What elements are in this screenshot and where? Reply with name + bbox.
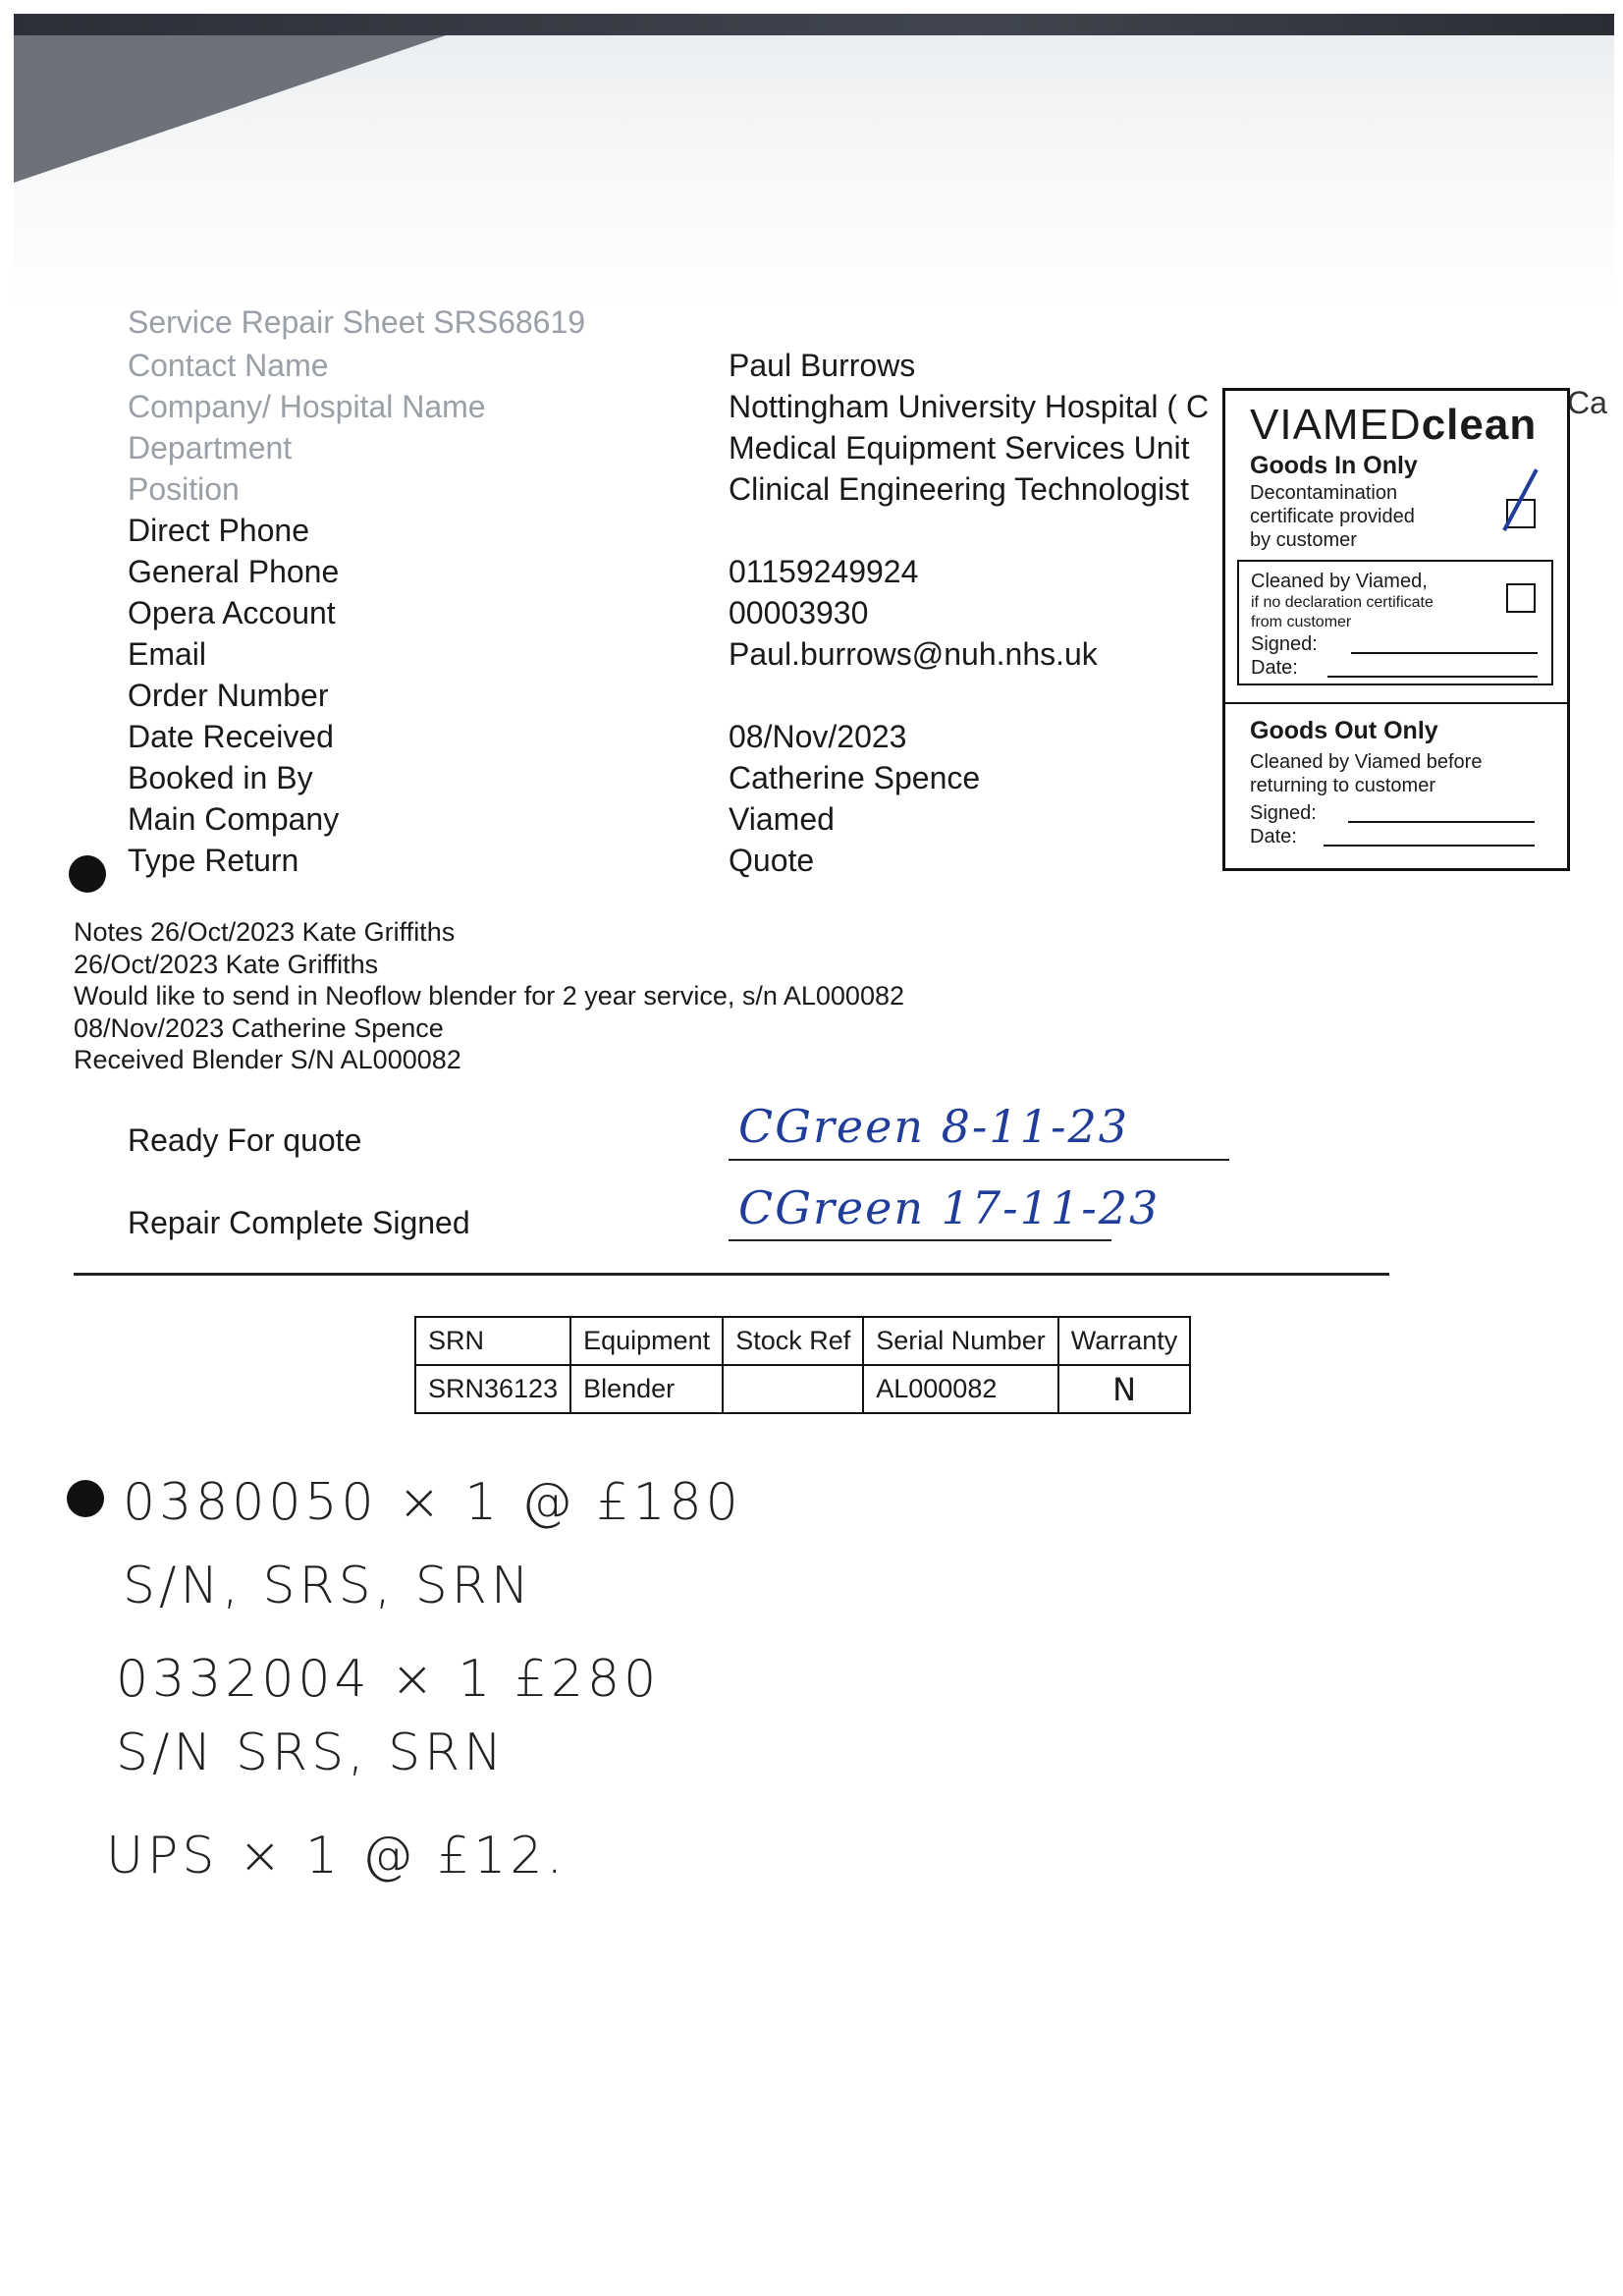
field-value-contact-name: Paul Burrows — [729, 348, 916, 383]
punch-hole-bottom — [67, 1480, 104, 1517]
goods-out-date-line — [1324, 845, 1535, 847]
cell-warranty: N — [1058, 1365, 1191, 1413]
field-value-general-phone: 01159249924 — [729, 554, 919, 589]
section-divider — [74, 1273, 1389, 1276]
field-label-general-phone: General Phone — [128, 554, 340, 589]
goods-out-signed-label: Signed: — [1250, 802, 1317, 824]
scan-edge-bar — [14, 14, 1614, 35]
field-label-email: Email — [128, 636, 207, 672]
field-label-position: Position — [128, 471, 240, 507]
goods-in-line-1: Decontamination — [1250, 482, 1398, 504]
field-label-opera-account: Opera Account — [128, 595, 336, 630]
handwritten-item: 0332004 × 1 £280 — [116, 1650, 661, 1709]
field-label-type-return: Type Return — [128, 843, 299, 878]
goods-out-title: Goods Out Only — [1250, 717, 1438, 744]
cell-serial-number: AL000082 — [863, 1365, 1058, 1413]
handwritten-item: S/N, SRS, SRN — [123, 1557, 533, 1615]
notes-line: Received Blender S/N AL000082 — [74, 1045, 461, 1074]
notes-line: Notes 26/Oct/2023 Kate Griffiths — [74, 917, 456, 947]
goods-out-signed-line — [1348, 821, 1535, 823]
notes-line: 08/Nov/2023 Catherine Spence — [74, 1012, 444, 1043]
cleaned-signed-label: Signed: — [1251, 633, 1318, 655]
cell-equipment: Blender — [570, 1365, 723, 1413]
field-value-email: Paul.burrows@nuh.nhs.uk — [729, 636, 1098, 672]
field-label-company: Company/ Hospital Name — [128, 389, 486, 424]
goods-in-line-3: by customer — [1250, 529, 1357, 551]
field-label-contact-name: Contact Name — [128, 348, 329, 383]
field-label-department: Department — [128, 430, 293, 465]
cut-off-text: Ca — [1567, 385, 1607, 420]
column-header-stock-ref: Stock Ref — [723, 1317, 863, 1365]
cleaned-signed-line — [1351, 652, 1538, 654]
viamed-clean-logo — [1250, 401, 1537, 450]
field-label-direct-phone: Direct Phone — [128, 513, 309, 548]
ready-signature: CGreen 8-11-23 — [738, 1100, 1130, 1153]
goods-out-line-1: Cleaned by Viamed before — [1250, 751, 1483, 773]
punch-hole-top — [69, 855, 106, 893]
cleaned-date-label: Date: — [1251, 657, 1298, 679]
field-value-type-return: Quote — [729, 843, 815, 878]
field-value-main-company: Viamed — [729, 801, 835, 837]
field-value-position: Clinical Engineering Technologist — [729, 471, 1190, 507]
notes-block — [74, 916, 904, 1076]
cleaned-small-1: if no declaration certificate — [1251, 594, 1434, 611]
cleaned-date-line — [1327, 676, 1538, 678]
goods-out-line-2: returning to customer — [1250, 775, 1435, 796]
notes-line: Would like to send in Neoflow blender for 2 year service, s/n AL000082 — [74, 981, 904, 1011]
goods-in-title: Goods In Only — [1250, 452, 1418, 479]
table-row — [415, 1365, 1190, 1413]
handwritten-item: 0380050 × 1 @ £180 — [123, 1473, 742, 1532]
column-header-srn: SRN — [415, 1317, 570, 1365]
repair-signature-line — [729, 1239, 1111, 1241]
brand-viamed: VIAMED — [1250, 401, 1422, 449]
cleaned-small-2: from customer — [1251, 614, 1352, 630]
field-value-booked-in-by: Catherine Spence — [729, 760, 981, 795]
repair-signature: CGreen 17-11-23 — [738, 1181, 1161, 1234]
box-divider — [1225, 702, 1567, 704]
column-header-warranty: Warranty — [1058, 1317, 1191, 1365]
field-label-main-company: Main Company — [128, 801, 340, 837]
field-label-order-number: Order Number — [128, 678, 329, 713]
column-header-equipment: Equipment — [570, 1317, 723, 1365]
handwritten-item: S/N SRS, SRN — [116, 1723, 507, 1782]
ready-for-quote-label: Ready For quote — [128, 1122, 362, 1158]
repair-complete-label: Repair Complete Signed — [128, 1205, 470, 1240]
cell-stock-ref — [723, 1365, 863, 1413]
field-value-company: Nottingham University Hospital ( C — [729, 389, 1210, 424]
goods-in-line-2: certificate provided — [1250, 506, 1415, 527]
equipment-table — [414, 1316, 1191, 1414]
field-value-opera-account: 00003930 — [729, 595, 869, 630]
cleaned-checkbox[interactable] — [1506, 583, 1536, 613]
column-header-serial-number: Serial Number — [863, 1317, 1058, 1365]
goods-out-date-label: Date: — [1250, 826, 1297, 847]
handwritten-item: UPS × 1 @ £12. — [106, 1827, 567, 1886]
sheet-title: Service Repair Sheet SRS68619 — [128, 304, 586, 340]
field-label-booked-in-by: Booked in By — [128, 760, 313, 795]
cell-srn: SRN36123 — [415, 1365, 570, 1413]
viamed-clean-box — [1222, 388, 1570, 871]
cleaned-by-viamed-section — [1237, 560, 1553, 685]
scan-fold-shadow — [14, 35, 446, 183]
field-value-department: Medical Equipment Services Unit — [729, 430, 1190, 465]
cleaned-title: Cleaned by Viamed, — [1251, 571, 1428, 592]
field-value-date-received: 08/Nov/2023 — [729, 719, 907, 754]
notes-line: 26/Oct/2023 Kate Griffiths — [74, 949, 379, 979]
field-label-date-received: Date Received — [128, 719, 334, 754]
brand-clean: clean — [1421, 401, 1538, 449]
table-header-row — [415, 1317, 1190, 1365]
ready-signature-line — [729, 1159, 1229, 1161]
